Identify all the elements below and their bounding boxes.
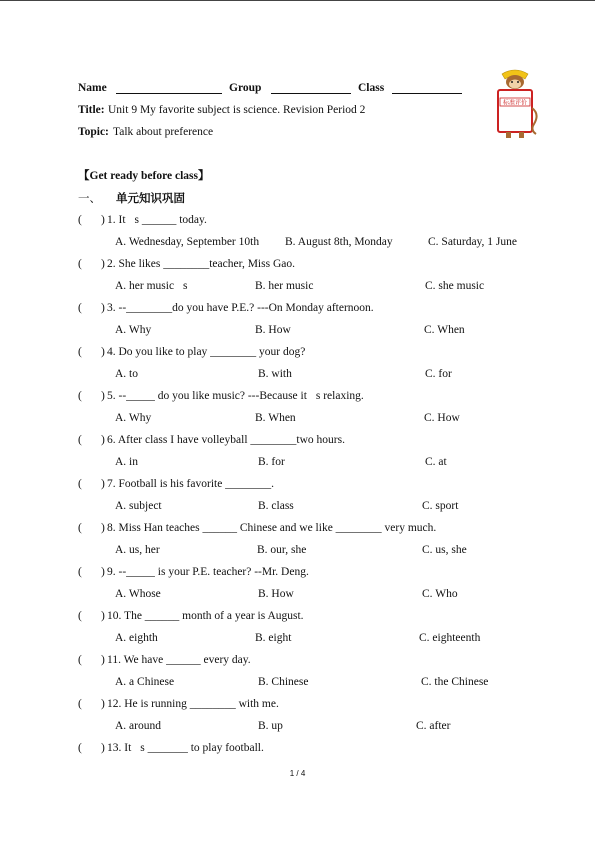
answer-bracket-close: ) [101,346,105,358]
answer-bracket-open: ( [78,346,82,358]
topic-label: Topic: [78,126,109,138]
question-stem: 1. It s ______ today. [107,214,207,226]
answer-bracket-close: ) [101,302,105,314]
answer-bracket-open: ( [78,258,82,270]
question-stem: 2. She likes ________teacher, Miss Gao. [107,258,295,270]
answer-bracket-close: ) [101,698,105,710]
answer-option: A. us, her [115,544,160,556]
answer-bracket-open: ( [78,566,82,578]
monkey-mascot-icon [490,68,540,140]
answer-option: B. Chinese [258,676,309,688]
answer-bracket-open: ( [78,610,82,622]
question-stem: 7. Football is his favorite ________. [107,478,275,490]
title-label: Title: [78,104,105,116]
answer-bracket-open: ( [78,742,82,754]
answer-bracket-open: ( [78,214,82,226]
answer-option: B. her music [255,280,314,292]
topic-value: Talk about preference [113,126,214,138]
answer-option: B. How [258,588,294,600]
page-number: 1 / 4 [289,769,306,778]
answer-bracket-open: ( [78,302,82,314]
answer-bracket-open: ( [78,478,82,490]
question-stem: 6. After class I have volleyball ________two hours. [107,434,345,446]
answer-bracket-open: ( [78,698,82,710]
answer-option: C. Saturday, 1 June [428,236,518,248]
answer-bracket-open: ( [78,522,82,534]
question-stem: 12. He is running ________ with me. [107,698,279,710]
answer-option: A. Why [115,324,152,336]
name-field[interactable] [116,93,222,94]
question-stem: 8. Miss Han teaches ______ Chinese and we like ________ very much. [107,522,437,534]
section-subheading: 单元知识巩固 [116,191,185,205]
answer-option: C. for [425,368,452,380]
answer-option: A. Wednesday, September 10th [115,236,260,248]
question-stem: 10. The ______ month of a year is August. [107,610,304,622]
answer-option: C. she music [425,280,485,292]
question-stem: 3. --________do you have P.E.? ---On Monday afternoon. [107,302,374,314]
answer-option: A. Why [115,412,152,424]
answer-option: C. eighteenth [419,632,481,644]
answer-option: A. to [115,368,138,380]
class-field[interactable] [392,93,462,94]
answer-option: C. Who [422,588,458,600]
answer-option: C. after [416,720,451,732]
answer-option: B. August 8th, Monday [285,236,393,248]
answer-option: B. class [258,500,294,512]
group-field[interactable] [271,93,351,94]
page-top-rule [0,0,595,1]
answer-option: A. around [115,720,161,732]
answer-option: B. our, she [257,544,307,556]
answer-bracket-open: ( [78,390,82,402]
name-label: Name [78,82,107,94]
answer-option: B. for [258,456,285,468]
question-stem: 4. Do you like to play ________ your dog? [107,346,306,358]
answer-bracket-close: ) [101,654,105,666]
answer-option: C. When [424,324,465,336]
answer-option: B. up [258,720,283,732]
answer-option: C. How [424,412,460,424]
answer-bracket-close: ) [101,478,105,490]
class-label: Class [358,82,385,94]
question-stem: 5. --_____ do you like music? ---Because it s relaxing. [107,390,364,402]
title-value: Unit 9 My favorite subject is science. Revision Period 2 [108,104,366,116]
answer-option: C. us, she [422,544,467,556]
answer-option: C. sport [422,500,459,512]
answer-bracket-close: ) [101,390,105,402]
answer-option: A. eighth [115,632,158,644]
answer-option: A. subject [115,500,162,512]
group-label: Group [229,82,262,94]
answer-bracket-close: ) [101,214,105,226]
answer-bracket-close: ) [101,610,105,622]
answer-bracket-close: ) [101,522,105,534]
answer-option: A. in [115,456,138,468]
answer-bracket-close: ) [101,434,105,446]
answer-option: C. at [425,456,447,468]
answer-bracket-open: ( [78,434,82,446]
answer-option: A. her music s [115,280,188,292]
answer-bracket-open: ( [78,654,82,666]
answer-bracket-close: ) [101,742,105,754]
answer-option: C. the Chinese [421,676,489,688]
answer-option: B. How [255,324,291,336]
badge-text: 标准评价 [502,99,528,107]
answer-option: A. Whose [115,588,161,600]
answer-bracket-close: ) [101,566,105,578]
question-stem: 11. We have ______ every day. [107,654,251,666]
answer-option: A. a Chinese [115,676,175,688]
section-heading: 【Get ready before class】 [78,170,210,182]
question-stem: 13. It s _______ to play football. [107,742,264,754]
section-number: 一、 [78,191,101,205]
answer-option: B. When [255,412,296,424]
answer-bracket-close: ) [101,258,105,270]
answer-option: B. eight [255,632,292,644]
question-stem: 9. --_____ is your P.E. teacher? --Mr. Deng. [107,566,309,578]
answer-option: B. with [258,368,292,380]
